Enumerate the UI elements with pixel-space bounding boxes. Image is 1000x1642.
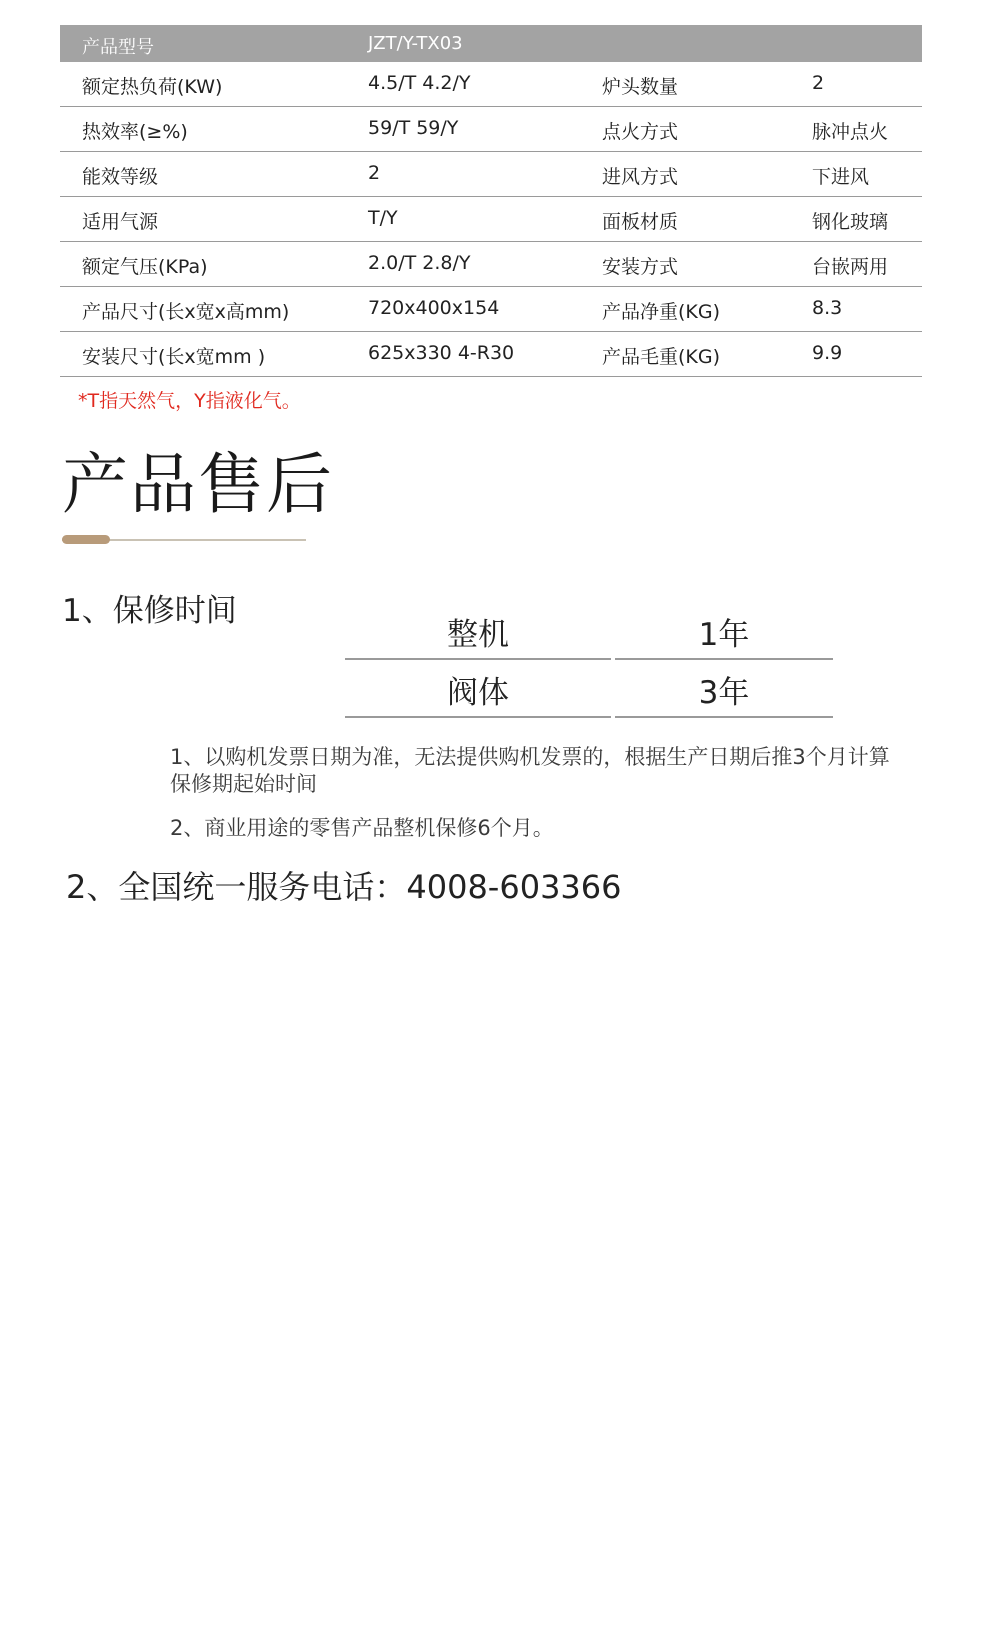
spec-key: 热效率(≥%): [82, 121, 188, 143]
spec-value: 720x400x154: [368, 297, 500, 319]
table-row: [60, 197, 922, 242]
model-value: JZT/Y-TX03: [368, 33, 463, 54]
spec-value: 2: [812, 72, 825, 94]
spec-header-row: [60, 25, 922, 62]
spec-value: 台嵌两用: [812, 256, 889, 278]
spec-value: T/Y: [368, 207, 398, 229]
table-row: [60, 152, 922, 197]
spec-key: 安装方式: [602, 256, 679, 278]
spec-key: 产品尺寸(长x宽x高mm): [82, 301, 290, 323]
gas-footnote: *T指天然气，Y指液化气。: [78, 390, 301, 412]
spec-key: 点火方式: [602, 121, 679, 143]
spec-table: [60, 25, 922, 377]
spec-value: 脉冲点火: [812, 121, 889, 143]
spec-key: 能效等级: [82, 166, 159, 188]
spec-value: 8.3: [812, 297, 843, 319]
table-row: [60, 107, 922, 152]
table-row: [60, 332, 922, 377]
table-row: [60, 242, 922, 287]
title-accent-bar: [62, 535, 110, 544]
section-title: 产品售后: [62, 446, 334, 523]
spec-value: 钢化玻璃: [812, 211, 889, 233]
spec-value: 2: [368, 162, 381, 184]
spec-key: 额定热负荷(KW): [82, 76, 223, 98]
table-row: [60, 287, 922, 332]
spec-key: 面板材质: [602, 211, 679, 233]
warranty-item: 整机: [345, 612, 611, 660]
service-hotline: 2、全国统一服务电话：4008-603366: [66, 868, 622, 906]
spec-value: 2.0/T 2.8/Y: [368, 252, 471, 274]
spec-key: 额定气压(KPa): [82, 256, 208, 278]
warranty-period: 3年: [615, 670, 833, 718]
spec-key: 炉头数量: [602, 76, 679, 98]
spec-key: 安装尺寸(长x宽mm ): [82, 346, 266, 368]
warranty-heading: 1、保修时间: [62, 593, 237, 629]
spec-value: 625x330 4-R30: [368, 342, 515, 364]
warranty-item: 阀体: [345, 670, 611, 718]
spec-key: 产品毛重(KG): [602, 346, 721, 368]
warranty-period: 1年: [615, 612, 833, 660]
warranty-note-2: 2、商业用途的零售产品整机保修6个月。: [170, 816, 554, 840]
spec-key: 产品净重(KG): [602, 301, 721, 323]
spec-value: 9.9: [812, 342, 843, 364]
spec-key: 进风方式: [602, 166, 679, 188]
table-row: [60, 62, 922, 107]
warranty-note-1: 1、以购机发票日期为准，无法提供购机发票的，根据生产日期后推3个月计算保修期起始时间: [170, 745, 890, 796]
model-label: 产品型号: [82, 37, 154, 58]
spec-value: 59/T 59/Y: [368, 117, 459, 139]
spec-key: 适用气源: [82, 211, 159, 233]
spec-value: 下进风: [812, 166, 870, 188]
spec-value: 4.5/T 4.2/Y: [368, 72, 471, 94]
